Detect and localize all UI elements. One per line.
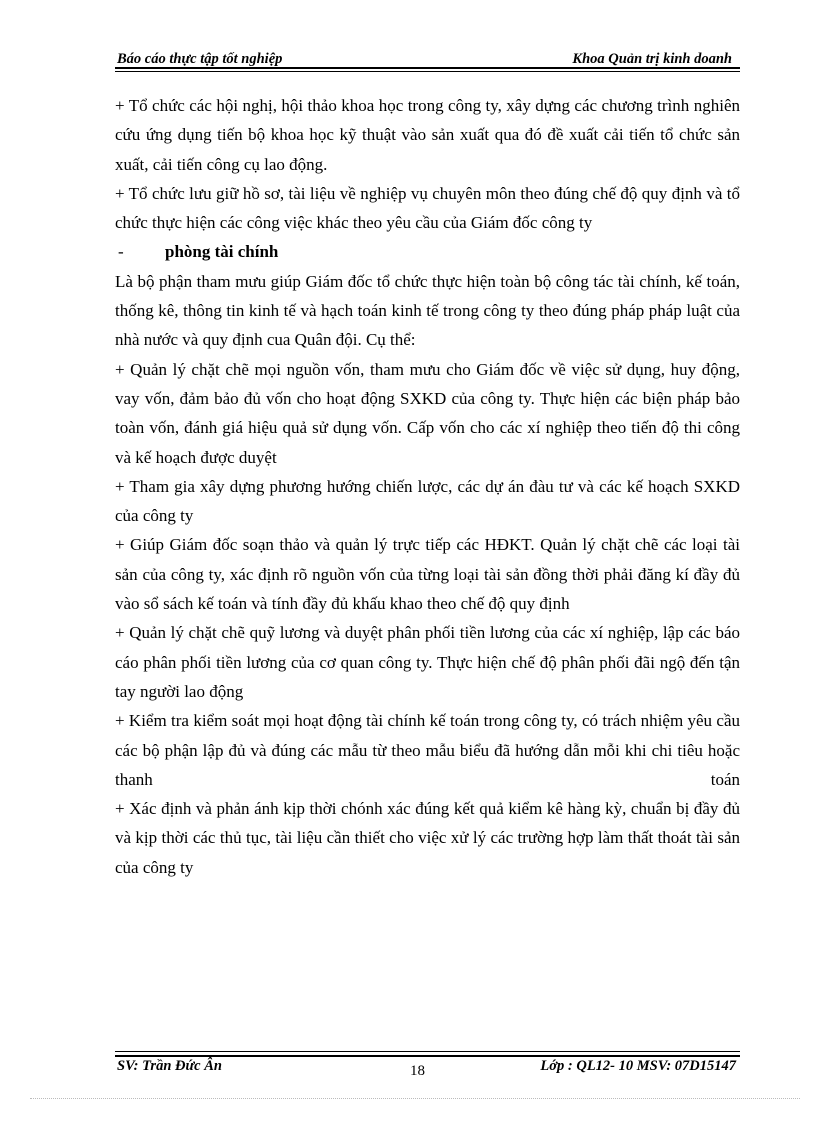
page-footer (115, 1058, 740, 1080)
footer-class-id: Lớp : QL12- 10 MSV: 07D15147 (540, 1058, 736, 1074)
paragraph-strategy: + Tham gia xây dựng phương hướng chiến lược, các dự án đàu tư và các kế hoạch SXKD của công ty (115, 476, 740, 526)
section-heading (115, 237, 740, 266)
paragraph-payroll: + Quản lý chặt chẽ quỹ lương và duyệt phân phối tiền lương của các xí nghiệp, lập các báo cáo phân phối tiền lương của cơ quan công ty. Thực hiện chế độ phân phối đãi ngộ đến tận tay người lao động (115, 623, 740, 701)
page-break-line (30, 1098, 800, 1099)
footer-rule-thick (115, 1055, 740, 1057)
paragraph-finance-intro: Là bộ phận tham mưu giúp Giám đốc tổ chức thực hiện toàn bộ công tác tài chính, kế toán, thống kê, thông tin kinh tế và hạch toán kinh tế trong công ty theo đúng pháp pháp luật của nhà nước và quy định cua Quân đội. Cụ thể: (115, 271, 740, 350)
paragraph-conferences: + Tổ chức các hội nghị, hội thảo khoa học trong công ty, xây dựng các chương trình nghiên cứu ứng dụng tiến bộ khoa học kỹ thuật vào sản xuất qua đó đề xuất cải tiến tổ chức sản xuất, cải tiến công cụ lao động. (115, 96, 740, 174)
heading-finance-department: phòng tài chính (165, 242, 279, 262)
paragraph-contracts-assets: + Giúp Giám đốc soạn thảo và quản lý trực tiếp các HĐKT. Quản lý chặt chẽ các loại tài sản của công ty, xác định rõ nguồn vốn của từng loại tài sản đồng thời phải đăng kí đầy đủ vào sổ sách kế toán và tính đầy đủ khấu khao theo chế độ quy định (115, 535, 740, 614)
header-rule-thick (115, 67, 740, 69)
paragraph-capital-management: + Quản lý chặt chẽ mọi nguồn vốn, tham mưu cho Giám đốc về việc sử dụng, huy động, vay vốn, đảm bảo đủ vốn cho hoạt động SXKD của công ty. Thực hiện các biện pháp bảo toàn vốn, đánh giá hiệu quả sử dụng vốn. Cấp vốn cho các xí nghiệp theo tiến độ thi công và kế hoạch được duyệt (115, 359, 740, 467)
header-report-title: Báo cáo thực tập tốt nghiệp (117, 51, 283, 67)
page-number: 18 (410, 1063, 425, 1079)
paragraph-records: + Tổ chức lưu giữ hồ sơ, tài liệu về nghiệp vụ chuyên môn theo đúng chế độ quy định và tổ chức thực hiện các công việc khác theo yêu cầu của Giám đốc công ty (115, 183, 740, 233)
heading-bullet: - (118, 242, 124, 262)
paragraph-inventory: + Xác định và phản ánh kịp thời chónh xác đúng kết quả kiểm kê hàng kỳ, chuẩn bị đầy đủ và kịp thời các thủ tục, tài liệu cần thiết cho việc xử lý các trường hợp làm thất thoát tài sản của công ty (115, 799, 740, 877)
footer-rule-thin (115, 1051, 740, 1052)
header-rule-thin (115, 71, 740, 72)
header-faculty: Khoa Quản trị kinh doanh (572, 51, 732, 67)
footer-student-name: SV: Trần Đức Ân (117, 1058, 222, 1074)
paragraph-audit: + Kiểm tra kiểm soát mọi hoạt động tài chính kế toán trong công ty, có trách nhiệm yêu cầu các bộ phận lập đủ và đúng các mẫu từ theo mẫu biểu đã hướng dẫn mỗi khi chi tiêu hoặc thanh toán (115, 711, 740, 789)
page-header (115, 48, 740, 68)
document-body (115, 91, 740, 882)
